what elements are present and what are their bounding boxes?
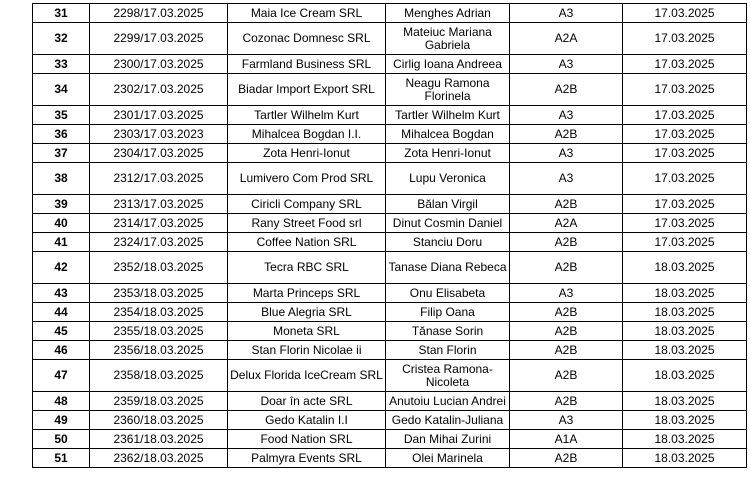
issue-date: 17.03.2025 [623,233,747,252]
company-name: Mihalcea Bogdan I.I. [228,125,386,144]
person-name: Neagu Ramona Florinela [386,74,510,106]
company-name: Food Nation SRL [228,430,386,449]
table-row [33,214,747,233]
classification: A3 [510,4,623,23]
table-row [33,341,747,360]
person-name: Tartler Wilhelm Kurt [386,106,510,125]
row-number: 39 [33,195,90,214]
registration-number: 2352/18.03.2025 [90,252,228,284]
issue-date: 18.03.2025 [623,341,747,360]
issue-date: 17.03.2025 [623,106,747,125]
classification: A2A [510,23,623,55]
row-number: 47 [33,360,90,392]
person-name: Tănase Sorin [386,322,510,341]
issue-date: 17.03.2025 [623,195,747,214]
issue-date: 17.03.2025 [623,163,747,195]
registration-number: 2303/17.03.2023 [90,125,228,144]
company-name: Cozonac Domnesc SRL [228,23,386,55]
issue-date: 18.03.2025 [623,360,747,392]
classification: A1A [510,430,623,449]
issue-date: 17.03.2025 [623,144,747,163]
row-number: 38 [33,163,90,195]
person-name: Mihalcea Bogdan [386,125,510,144]
issue-date: 17.03.2025 [623,4,747,23]
company-name: Ciricli Company SRL [228,195,386,214]
classification: A3 [510,163,623,195]
company-name: Doar în acte SRL [228,392,386,411]
row-number: 51 [33,449,90,468]
company-name: Gedo Katalin I.I [228,411,386,430]
table-row [33,4,747,23]
company-name: Delux Florida IceCream SRL [228,360,386,392]
table-row [33,233,747,252]
row-number: 41 [33,233,90,252]
person-name: Cristea Ramona-Nicoleta [386,360,510,392]
issue-date: 18.03.2025 [623,252,747,284]
registration-number: 2302/17.03.2025 [90,74,228,106]
row-number: 36 [33,125,90,144]
classification: A2A [510,214,623,233]
issue-date: 17.03.2025 [623,125,747,144]
registration-number: 2299/17.03.2025 [90,23,228,55]
table-row [33,322,747,341]
classification: A2B [510,322,623,341]
registration-number: 2356/18.03.2025 [90,341,228,360]
classification: A3 [510,411,623,430]
table-row [33,23,747,55]
table-row [33,252,747,284]
registration-number: 2355/18.03.2025 [90,322,228,341]
table-row [33,430,747,449]
table-row [33,303,747,322]
row-number: 48 [33,392,90,411]
table-row [33,125,747,144]
issue-date: 18.03.2025 [623,430,747,449]
registration-number: 2304/17.03.2025 [90,144,228,163]
row-number: 32 [33,23,90,55]
table-row [33,55,747,74]
registration-number: 2354/18.03.2025 [90,303,228,322]
row-number: 35 [33,106,90,125]
issue-date: 17.03.2025 [623,214,747,233]
row-number: 43 [33,284,90,303]
classification: A2B [510,449,623,468]
company-name: Tartler Wilhelm Kurt [228,106,386,125]
issue-date: 18.03.2025 [623,411,747,430]
company-name: Coffee Nation SRL [228,233,386,252]
person-name: Dan Mihai Zurini [386,430,510,449]
registration-number: 2360/18.03.2025 [90,411,228,430]
row-number: 33 [33,55,90,74]
person-name: Anutoiu Lucian Andrei [386,392,510,411]
table-row [33,74,747,106]
classification: A2B [510,233,623,252]
classification: A3 [510,284,623,303]
registration-number: 2324/17.03.2025 [90,233,228,252]
registration-number: 2362/18.03.2025 [90,449,228,468]
registration-number: 2298/17.03.2025 [90,4,228,23]
person-name: Gedo Katalin-Juliana [386,411,510,430]
table-row [33,449,747,468]
table-row [33,195,747,214]
company-name: Stan Florin Nicolae ii [228,341,386,360]
registration-number: 2312/17.03.2025 [90,163,228,195]
row-number: 45 [33,322,90,341]
table-row [33,163,747,195]
issue-date: 18.03.2025 [623,303,747,322]
person-name: Filip Oana [386,303,510,322]
issue-date: 17.03.2025 [623,74,747,106]
person-name: Zota Henri-Ionut [386,144,510,163]
company-name: Biadar Import Export SRL [228,74,386,106]
registration-number: 2301/17.03.2025 [90,106,228,125]
registration-number: 2314/17.03.2025 [90,214,228,233]
company-name: Tecra RBC SRL [228,252,386,284]
classification: A2B [510,195,623,214]
issue-date: 18.03.2025 [623,284,747,303]
person-name: Cirlig Ioana Andreea [386,55,510,74]
company-name: Marta Princeps SRL [228,284,386,303]
company-name: Blue Alegria SRL [228,303,386,322]
table-row [33,360,747,392]
classification: A2B [510,303,623,322]
classification: A3 [510,144,623,163]
person-name: Lupu Veronica [386,163,510,195]
table-row [33,144,747,163]
person-name: Stan Florin [386,341,510,360]
company-name: Lumivero Com Prod SRL [228,163,386,195]
issue-date: 18.03.2025 [623,392,747,411]
row-number: 42 [33,252,90,284]
row-number: 44 [33,303,90,322]
classification: A3 [510,55,623,74]
classification: A2B [510,125,623,144]
company-name: Rany Street Food srl [228,214,386,233]
person-name: Stanciu Doru [386,233,510,252]
registration-number: 2300/17.03.2025 [90,55,228,74]
classification: A2B [510,74,623,106]
company-name: Zota Henri-Ionut [228,144,386,163]
person-name: Olei Marinela [386,449,510,468]
issue-date: 18.03.2025 [623,449,747,468]
row-number: 37 [33,144,90,163]
company-name: Moneta SRL [228,322,386,341]
registration-number: 2313/17.03.2025 [90,195,228,214]
table-row [33,106,747,125]
person-name: Dinut Cosmin Daniel [386,214,510,233]
row-number: 31 [33,4,90,23]
issue-date: 17.03.2025 [623,23,747,55]
table-row [33,284,747,303]
registration-number: 2353/18.03.2025 [90,284,228,303]
classification: A2B [510,252,623,284]
table-row [33,392,747,411]
classification: A2B [510,392,623,411]
company-name: Palmyra Events SRL [228,449,386,468]
classification: A3 [510,106,623,125]
person-name: Menghes Adrian [386,4,510,23]
row-number: 50 [33,430,90,449]
registration-number: 2359/18.03.2025 [90,392,228,411]
registration-number: 2358/18.03.2025 [90,360,228,392]
row-number: 34 [33,74,90,106]
row-number: 40 [33,214,90,233]
registry-sheet [32,3,747,468]
person-name: Tanase Diana Rebeca [386,252,510,284]
company-name: Maia Ice Cream SRL [228,4,386,23]
registry-table [32,3,747,468]
person-name: Onu Elisabeta [386,284,510,303]
person-name: Bălan Virgil [386,195,510,214]
registration-number: 2361/18.03.2025 [90,430,228,449]
row-number: 49 [33,411,90,430]
classification: A2B [510,360,623,392]
issue-date: 17.03.2025 [623,55,747,74]
table-row [33,411,747,430]
person-name: Mateiuc Mariana Gabriela [386,23,510,55]
company-name: Farmland Business SRL [228,55,386,74]
classification: A2B [510,341,623,360]
issue-date: 18.03.2025 [623,322,747,341]
registry-table-body [33,4,747,468]
row-number: 46 [33,341,90,360]
